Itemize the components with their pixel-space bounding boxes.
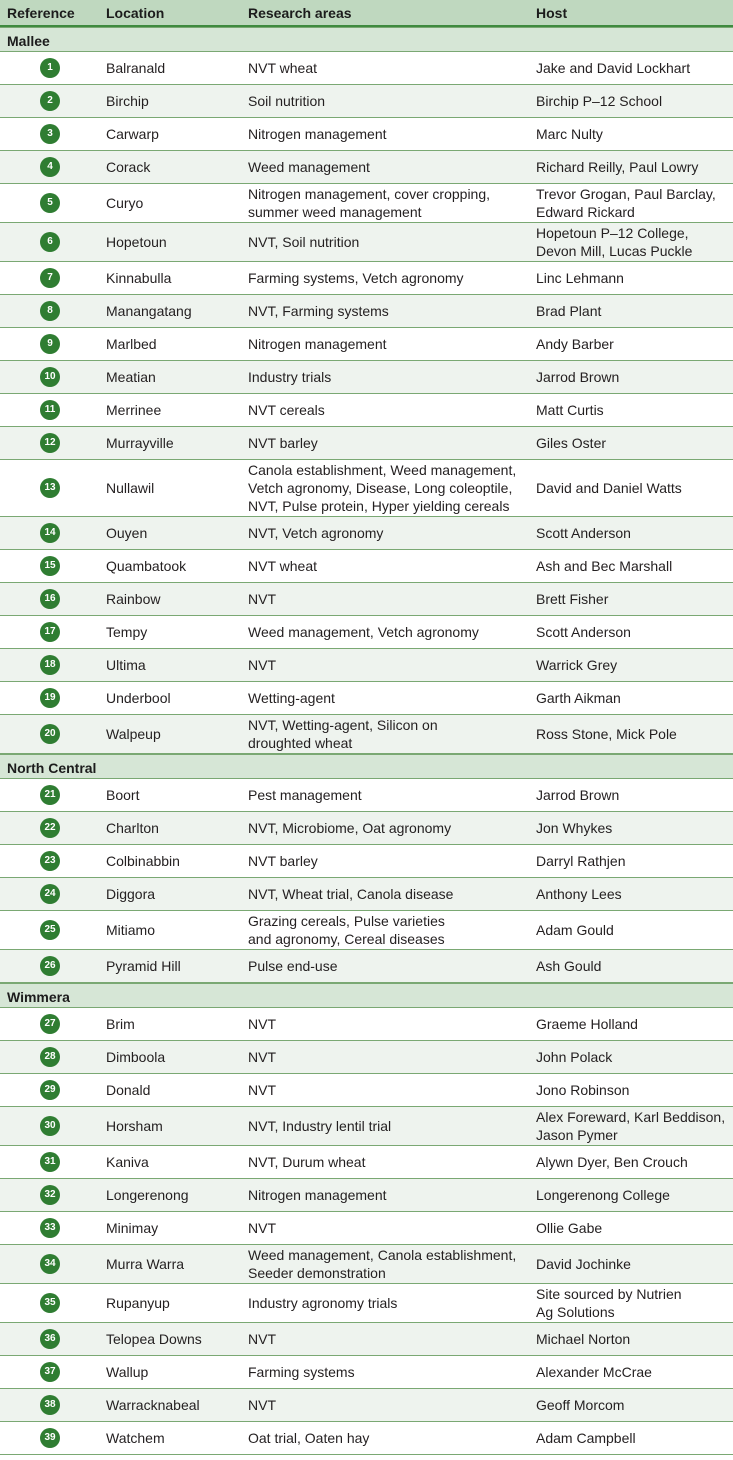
host-cell bbox=[536, 1048, 612, 1066]
host-cell bbox=[536, 368, 619, 386]
location-cell: Quambatook bbox=[106, 558, 187, 574]
research-areas-line: droughted wheat bbox=[248, 735, 353, 751]
location-cell: Wallup bbox=[106, 1364, 149, 1380]
table-row bbox=[0, 361, 733, 394]
host-cell bbox=[536, 1015, 638, 1033]
location-cell: Balranald bbox=[106, 60, 166, 76]
host-line: Ag Solutions bbox=[536, 1304, 615, 1320]
research-areas-line: NVT bbox=[248, 1331, 276, 1347]
research-areas-line: NVT, Industry lentil trial bbox=[248, 1118, 392, 1134]
research-areas-line: Oat trial, Oaten hay bbox=[248, 1430, 370, 1446]
table-row bbox=[0, 1323, 733, 1356]
research-areas-cell bbox=[248, 957, 338, 975]
host-cell bbox=[536, 725, 677, 743]
research-areas-cell bbox=[248, 1153, 365, 1171]
host-cell bbox=[536, 819, 612, 837]
table-row bbox=[0, 1284, 733, 1323]
research-areas-line: NVT barley bbox=[248, 435, 318, 451]
host-cell bbox=[536, 689, 621, 707]
location-cell: Murrayville bbox=[106, 435, 174, 451]
host-line: Darryl Rathjen bbox=[536, 853, 626, 869]
research-areas-cell bbox=[248, 656, 276, 674]
reference-number-badge: 38 bbox=[40, 1395, 60, 1415]
research-areas-cell bbox=[248, 269, 464, 287]
research-areas-line: Grazing cereals, Pulse varieties bbox=[248, 913, 445, 929]
table-row bbox=[0, 1008, 733, 1041]
location-cell: Tempy bbox=[106, 624, 148, 640]
research-areas-line: NVT, Wetting-agent, Silicon on bbox=[248, 717, 438, 733]
research-areas-line: Wetting-agent bbox=[248, 690, 335, 706]
reference-number-badge: 9 bbox=[40, 334, 60, 354]
section-title: Mallee bbox=[7, 33, 50, 49]
table-row bbox=[0, 812, 733, 845]
table-row bbox=[0, 1146, 733, 1179]
table-row bbox=[0, 550, 733, 583]
host-cell bbox=[536, 269, 624, 287]
host-cell bbox=[536, 302, 601, 320]
host-cell bbox=[536, 524, 631, 542]
research-areas-line: Pulse end-use bbox=[248, 958, 338, 974]
research-areas-cell bbox=[248, 1429, 369, 1447]
research-areas-line: Pest management bbox=[248, 787, 362, 803]
table-row bbox=[0, 1074, 733, 1107]
table-row bbox=[0, 878, 733, 911]
reference-number-badge: 14 bbox=[40, 523, 60, 543]
table-row bbox=[0, 262, 733, 295]
host-line: David and Daniel Watts bbox=[536, 480, 682, 496]
research-areas-line: and agronomy, Cereal diseases bbox=[248, 931, 445, 947]
research-areas-cell bbox=[248, 368, 331, 386]
research-areas-line: NVT cereals bbox=[248, 402, 325, 418]
host-line: Graeme Holland bbox=[536, 1016, 638, 1032]
reference-number-badge: 27 bbox=[40, 1014, 60, 1034]
reference-number-badge: 35 bbox=[40, 1293, 60, 1313]
location-cell: Kaniva bbox=[106, 1154, 149, 1170]
table-row bbox=[0, 682, 733, 715]
reference-number-badge: 18 bbox=[40, 655, 60, 675]
host-line: Jon Whykes bbox=[536, 820, 613, 836]
research-areas-line: NVT bbox=[248, 591, 276, 607]
research-areas-line: NVT, Durum wheat bbox=[248, 1154, 366, 1170]
reference-number-badge: 1 bbox=[40, 58, 60, 78]
host-line: Richard Reilly, Paul Lowry bbox=[536, 159, 699, 175]
host-line: Longerenong College bbox=[536, 1187, 670, 1203]
host-cell bbox=[536, 1429, 636, 1447]
research-areas-cell bbox=[248, 59, 317, 77]
host-line: Hopetoun P–12 College, bbox=[536, 225, 689, 241]
research-areas-cell bbox=[248, 434, 318, 452]
table-row bbox=[0, 845, 733, 878]
host-line: Garth Aikman bbox=[536, 690, 621, 706]
reference-number-badge: 16 bbox=[40, 589, 60, 609]
host-line: Ash and Bec Marshall bbox=[536, 558, 673, 574]
reference-number-badge: 37 bbox=[40, 1362, 60, 1382]
research-areas-line: Nitrogen management bbox=[248, 1187, 387, 1203]
research-areas-cell bbox=[248, 1330, 276, 1348]
table-row bbox=[0, 295, 733, 328]
table-row bbox=[0, 950, 733, 983]
host-line: Scott Anderson bbox=[536, 624, 631, 640]
host-line: Jarrod Brown bbox=[536, 369, 620, 385]
reference-number-badge: 32 bbox=[40, 1185, 60, 1205]
location-cell: Manangatang bbox=[106, 303, 192, 319]
table-row bbox=[0, 1107, 733, 1146]
reference-number-badge: 5 bbox=[40, 193, 60, 213]
research-areas-line: Seeder demonstration bbox=[248, 1265, 386, 1281]
location-cell: Minimay bbox=[106, 1220, 159, 1236]
reference-number-badge: 39 bbox=[40, 1428, 60, 1448]
host-cell bbox=[536, 401, 604, 419]
research-areas-cell bbox=[248, 125, 387, 143]
host-line: Alexander McCrae bbox=[536, 1364, 652, 1380]
table-row bbox=[0, 779, 733, 812]
reference-number-badge: 28 bbox=[40, 1047, 60, 1067]
host-line: Jake and David Lockhart bbox=[536, 60, 691, 76]
location-cell: Rainbow bbox=[106, 591, 161, 607]
location-cell: Pyramid Hill bbox=[106, 958, 181, 974]
research-areas-line: Farming systems, Vetch agronomy bbox=[248, 270, 464, 286]
host-cell bbox=[536, 885, 622, 903]
research-areas-cell bbox=[248, 716, 438, 752]
location-cell: Longerenong bbox=[106, 1187, 189, 1203]
research-areas-cell bbox=[248, 689, 335, 707]
reference-number-badge: 20 bbox=[40, 724, 60, 744]
reference-number-badge: 26 bbox=[40, 956, 60, 976]
host-line: Brett Fisher bbox=[536, 591, 609, 607]
research-areas-cell bbox=[248, 302, 389, 320]
table-row bbox=[0, 583, 733, 616]
table-row bbox=[0, 649, 733, 682]
table-row bbox=[0, 616, 733, 649]
research-areas-cell bbox=[248, 461, 516, 515]
research-areas-cell bbox=[248, 1396, 276, 1414]
research-areas-cell bbox=[248, 158, 370, 176]
host-line: Linc Lehmann bbox=[536, 270, 624, 286]
table-row bbox=[0, 223, 733, 262]
research-areas-line: Industry agronomy trials bbox=[248, 1295, 398, 1311]
host-cell bbox=[536, 1219, 602, 1237]
research-areas-cell bbox=[248, 1219, 276, 1237]
research-areas-line: NVT bbox=[248, 1016, 276, 1032]
host-cell bbox=[536, 957, 601, 975]
reference-number-badge: 13 bbox=[40, 478, 60, 498]
research-areas-line: NVT wheat bbox=[248, 558, 317, 574]
research-areas-cell bbox=[248, 1081, 276, 1099]
reference-number-badge: 33 bbox=[40, 1218, 60, 1238]
host-line: Anthony Lees bbox=[536, 886, 622, 902]
research-areas-line: NVT, Farming systems bbox=[248, 303, 389, 319]
research-areas-cell bbox=[248, 1048, 276, 1066]
reference-number-badge: 23 bbox=[40, 851, 60, 871]
location-cell: Marlbed bbox=[106, 336, 157, 352]
research-areas-cell bbox=[248, 92, 325, 110]
location-cell: Colbinabbin bbox=[106, 853, 180, 869]
research-areas-line: NVT, Soil nutrition bbox=[248, 234, 360, 250]
location-cell: Merrinee bbox=[106, 402, 162, 418]
table-row bbox=[0, 1389, 733, 1422]
host-line: Matt Curtis bbox=[536, 402, 604, 418]
reference-number-badge: 25 bbox=[40, 920, 60, 940]
research-areas-cell bbox=[248, 912, 445, 948]
reference-number-badge: 3 bbox=[40, 124, 60, 144]
reference-number-badge: 2 bbox=[40, 91, 60, 111]
location-cell: Curyo bbox=[106, 195, 144, 211]
research-areas-cell bbox=[248, 1186, 387, 1204]
host-line: Alex Foreward, Karl Beddison, bbox=[536, 1109, 726, 1125]
research-areas-line: NVT bbox=[248, 1082, 276, 1098]
host-line: Alywn Dyer, Ben Crouch bbox=[536, 1154, 688, 1170]
research-areas-line: NVT bbox=[248, 657, 276, 673]
research-areas-cell bbox=[248, 590, 276, 608]
host-line: Michael Norton bbox=[536, 1331, 631, 1347]
research-areas-line: Weed management, Vetch agronomy bbox=[248, 624, 479, 640]
host-line: Ross Stone, Mick Pole bbox=[536, 726, 677, 742]
research-areas-line: Vetch agronomy, Disease, Long coleoptile, bbox=[248, 480, 513, 496]
research-areas-cell bbox=[248, 185, 490, 221]
research-areas-line: Canola establishment, Weed management, bbox=[248, 462, 517, 478]
research-areas-line: Soil nutrition bbox=[248, 93, 326, 109]
research-areas-cell bbox=[248, 233, 359, 251]
host-line: Jarrod Brown bbox=[536, 787, 620, 803]
research-areas-line: NVT wheat bbox=[248, 60, 317, 76]
research-areas-cell bbox=[248, 1294, 397, 1312]
research-areas-cell bbox=[248, 885, 453, 903]
host-cell bbox=[536, 92, 662, 110]
table-row bbox=[0, 427, 733, 460]
host-line: Marc Nulty bbox=[536, 126, 603, 142]
location-cell: Ouyen bbox=[106, 525, 148, 541]
reference-number-badge: 21 bbox=[40, 785, 60, 805]
research-areas-line: Industry trials bbox=[248, 369, 332, 385]
host-line: Brad Plant bbox=[536, 303, 602, 319]
host-cell bbox=[536, 623, 631, 641]
host-line: Giles Oster bbox=[536, 435, 607, 451]
research-areas-line: Weed management bbox=[248, 159, 370, 175]
host-cell bbox=[536, 1255, 631, 1273]
host-line: Jono Robinson bbox=[536, 1082, 630, 1098]
reference-number-badge: 15 bbox=[40, 556, 60, 576]
table-row bbox=[0, 460, 733, 517]
host-line: Adam Campbell bbox=[536, 1430, 636, 1446]
research-areas-cell bbox=[248, 623, 479, 641]
table-row bbox=[0, 118, 733, 151]
host-cell bbox=[536, 1186, 670, 1204]
section-header bbox=[0, 27, 733, 52]
location-cell: Watchem bbox=[106, 1430, 165, 1446]
host-cell bbox=[536, 1396, 624, 1414]
host-line: Geoff Morcom bbox=[536, 1397, 625, 1413]
research-areas-cell bbox=[248, 401, 325, 419]
host-cell bbox=[536, 852, 625, 870]
host-cell bbox=[536, 185, 716, 221]
reference-number-badge: 29 bbox=[40, 1080, 60, 1100]
location-cell: Warracknabeal bbox=[106, 1397, 200, 1413]
reference-number-badge: 11 bbox=[40, 400, 60, 420]
research-areas-line: NVT, Vetch agronomy bbox=[248, 525, 384, 541]
research-areas-line: NVT, Wheat trial, Canola disease bbox=[248, 886, 454, 902]
reference-number-badge: 30 bbox=[40, 1116, 60, 1136]
section-title: Wimmera bbox=[7, 989, 70, 1005]
table-row bbox=[0, 1245, 733, 1284]
header-research-areas: Research areas bbox=[248, 5, 352, 21]
research-areas-line: Nitrogen management bbox=[248, 336, 387, 352]
research-areas-line: NVT, Pulse protein, Hyper yielding cereals bbox=[248, 498, 510, 514]
table-row bbox=[0, 151, 733, 184]
host-cell bbox=[536, 1153, 688, 1171]
host-line: David Jochinke bbox=[536, 1256, 631, 1272]
host-cell bbox=[536, 158, 698, 176]
table-row bbox=[0, 85, 733, 118]
host-cell bbox=[536, 590, 608, 608]
header-host: Host bbox=[536, 5, 568, 21]
table-row bbox=[0, 1041, 733, 1074]
research-areas-line: summer weed management bbox=[248, 204, 422, 220]
research-areas-line: NVT barley bbox=[248, 853, 318, 869]
location-cell: Carwarp bbox=[106, 126, 159, 142]
location-cell: Dimboola bbox=[106, 1049, 166, 1065]
table-header bbox=[0, 0, 733, 27]
host-line: Devon Mill, Lucas Puckle bbox=[536, 243, 693, 259]
table-row bbox=[0, 52, 733, 85]
location-cell: Ultima bbox=[106, 657, 146, 673]
host-cell bbox=[536, 557, 672, 575]
host-line: Andy Barber bbox=[536, 336, 614, 352]
location-cell: Donald bbox=[106, 1082, 151, 1098]
research-areas-line: Farming systems bbox=[248, 1364, 355, 1380]
host-line: Trevor Grogan, Paul Barclay, bbox=[536, 186, 716, 202]
host-cell bbox=[536, 656, 617, 674]
host-cell bbox=[536, 1081, 629, 1099]
table-row bbox=[0, 184, 733, 223]
host-line: Ollie Gabe bbox=[536, 1220, 603, 1236]
host-cell bbox=[536, 786, 619, 804]
host-cell bbox=[536, 479, 682, 497]
host-line: Edward Rickard bbox=[536, 204, 635, 220]
host-cell bbox=[536, 1330, 630, 1348]
table-row bbox=[0, 911, 733, 950]
location-cell: Underbool bbox=[106, 690, 171, 706]
section-header bbox=[0, 754, 733, 779]
reference-number-badge: 8 bbox=[40, 301, 60, 321]
host-cell bbox=[536, 1108, 725, 1144]
host-line: Birchip P–12 School bbox=[536, 93, 663, 109]
location-cell: Brim bbox=[106, 1016, 135, 1032]
reference-number-badge: 10 bbox=[40, 367, 60, 387]
research-areas-line: Weed management, Canola establishment, bbox=[248, 1247, 517, 1263]
host-cell bbox=[536, 125, 603, 143]
research-areas-line: NVT bbox=[248, 1049, 276, 1065]
table-row bbox=[0, 1356, 733, 1389]
reference-number-badge: 7 bbox=[40, 268, 60, 288]
location-cell: Rupanyup bbox=[106, 1295, 170, 1311]
table-row bbox=[0, 328, 733, 361]
host-line: Site sourced by Nutrien bbox=[536, 1286, 682, 1302]
location-cell: Meatian bbox=[106, 369, 156, 385]
location-cell: Kinnabulla bbox=[106, 270, 172, 286]
host-cell bbox=[536, 224, 692, 260]
host-line: Warrick Grey bbox=[536, 657, 618, 673]
location-cell: Boort bbox=[106, 787, 140, 803]
reference-number-badge: 4 bbox=[40, 157, 60, 177]
host-line: Jason Pymer bbox=[536, 1127, 618, 1143]
reference-number-badge: 6 bbox=[40, 232, 60, 252]
reference-number-badge: 17 bbox=[40, 622, 60, 642]
research-areas-cell bbox=[248, 1117, 391, 1135]
location-cell: Mitiamo bbox=[106, 922, 156, 938]
location-cell: Telopea Downs bbox=[106, 1331, 202, 1347]
reference-number-badge: 22 bbox=[40, 818, 60, 838]
table-row bbox=[0, 715, 733, 754]
research-areas-cell bbox=[248, 786, 362, 804]
table-row bbox=[0, 1212, 733, 1245]
host-cell bbox=[536, 434, 606, 452]
section-header bbox=[0, 983, 733, 1008]
research-areas-line: Nitrogen management bbox=[248, 126, 387, 142]
research-areas-cell bbox=[248, 335, 387, 353]
research-areas-cell bbox=[248, 1246, 516, 1282]
research-areas-cell bbox=[248, 852, 318, 870]
location-cell: Hopetoun bbox=[106, 234, 167, 250]
host-cell bbox=[536, 59, 690, 77]
table-row bbox=[0, 517, 733, 550]
host-cell bbox=[536, 1363, 652, 1381]
reference-number-badge: 24 bbox=[40, 884, 60, 904]
reference-number-badge: 36 bbox=[40, 1329, 60, 1349]
header-location: Location bbox=[106, 5, 165, 21]
host-line: Scott Anderson bbox=[536, 525, 631, 541]
reference-number-badge: 31 bbox=[40, 1152, 60, 1172]
research-areas-line: NVT bbox=[248, 1397, 276, 1413]
host-line: John Polack bbox=[536, 1049, 613, 1065]
host-line: Adam Gould bbox=[536, 922, 614, 938]
table-row bbox=[0, 1179, 733, 1212]
research-areas-line: NVT bbox=[248, 1220, 276, 1236]
reference-number-badge: 19 bbox=[40, 688, 60, 708]
reference-number-badge: 34 bbox=[40, 1254, 60, 1274]
location-cell: Walpeup bbox=[106, 726, 161, 742]
host-line: Ash Gould bbox=[536, 958, 602, 974]
location-cell: Murra Warra bbox=[106, 1256, 185, 1272]
location-cell: Horsham bbox=[106, 1118, 163, 1134]
location-cell: Charlton bbox=[106, 820, 159, 836]
table-row bbox=[0, 1422, 733, 1455]
location-cell: Diggora bbox=[106, 886, 156, 902]
host-cell bbox=[536, 921, 614, 939]
location-cell: Corack bbox=[106, 159, 151, 175]
research-areas-cell bbox=[248, 524, 383, 542]
reference-number-badge: 12 bbox=[40, 433, 60, 453]
location-cell: Birchip bbox=[106, 93, 149, 109]
research-areas-cell bbox=[248, 819, 451, 837]
table-row bbox=[0, 394, 733, 427]
location-cell: Nullawil bbox=[106, 480, 155, 496]
research-areas-cell bbox=[248, 1363, 355, 1381]
research-areas-line: Nitrogen management, cover cropping, bbox=[248, 186, 491, 202]
research-areas-cell bbox=[248, 557, 317, 575]
section-title: North Central bbox=[7, 760, 97, 776]
research-areas-cell bbox=[248, 1015, 276, 1033]
host-cell bbox=[536, 1285, 682, 1321]
header-reference: Reference bbox=[7, 5, 75, 21]
host-cell bbox=[536, 335, 614, 353]
research-areas-line: NVT, Microbiome, Oat agronomy bbox=[248, 820, 452, 836]
